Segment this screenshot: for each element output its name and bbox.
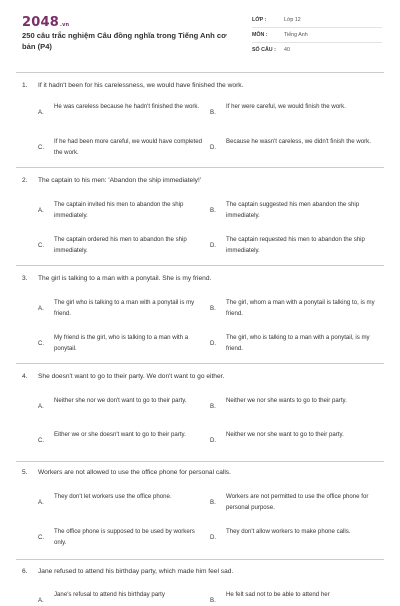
option-text: If her were careful, we would finish the work.	[226, 103, 346, 110]
option-letter: D.	[210, 242, 217, 249]
option-text: If he had been more careful, we would have completed the work.	[54, 138, 203, 156]
question-divider	[16, 265, 384, 266]
question-text: She doesn't want to go to their party. We don't want to go either.	[38, 373, 225, 380]
option-text: Jane's refusal to attend his birthday party	[54, 591, 165, 598]
option-text: He was careless because he hadn't finished the work.	[54, 103, 200, 110]
meta-subject-label: MÔN :	[252, 32, 268, 38]
option-text: My friend is the girl, who is talking to a man with a ponytail.	[54, 334, 189, 352]
question-number: 3.	[22, 275, 28, 282]
question-number: 2.	[22, 177, 28, 184]
question-text: Jane refused to attend his birthday party, which made him feel sad.	[38, 568, 234, 575]
option-letter: A.	[38, 597, 44, 604]
meta-divider	[252, 27, 382, 28]
option-letter: B.	[210, 207, 216, 214]
option-letter: A.	[38, 109, 44, 116]
option-text: The girl, who is talking to a man with a ponytail, is my friend.	[226, 334, 370, 352]
option-letter: D.	[210, 534, 217, 541]
option-letter: B.	[210, 499, 216, 506]
option-letter: D.	[210, 144, 217, 151]
option-letter: C.	[38, 340, 45, 347]
option-letter: C.	[38, 437, 45, 444]
header-divider	[16, 72, 384, 73]
question-text: Workers are not allowed to use the office phone for personal calls.	[38, 469, 231, 476]
option-letter: D.	[210, 437, 217, 444]
option-letter: C.	[38, 144, 45, 151]
option-text: They don't let workers use the office phone.	[54, 493, 172, 500]
option-text: Either we or she doesn't want to go to their party.	[54, 431, 186, 438]
question-text: If it hadn't been for his carelessness, we would have finished the work.	[38, 82, 244, 89]
question-number: 4.	[22, 373, 28, 380]
option-text: The captain requested his men to abandon the ship immediately.	[226, 236, 365, 254]
question-divider	[16, 167, 384, 168]
meta-class-value: Lớp 12	[284, 17, 301, 23]
option-text: They don't allow workers to make phone calls.	[226, 528, 351, 535]
option-text: Neither we nor she want to go to their party.	[226, 431, 344, 438]
meta-divider	[252, 42, 382, 43]
option-text: Because he wasn't careless, we didn't finish the work.	[226, 138, 371, 145]
option-text: Workers are not permitted to use the office phone for personal purpose.	[226, 493, 369, 511]
option-text: The girl, whom a man with a ponytail is talking to, is my friend.	[226, 299, 375, 317]
option-letter: B.	[210, 403, 216, 410]
meta-count-label: SỐ CÂU :	[252, 47, 276, 53]
option-text: Neither she nor we don't want to go to their party.	[54, 397, 187, 404]
question-number: 5.	[22, 469, 28, 476]
option-letter: A.	[38, 403, 44, 410]
option-letter: D.	[210, 340, 217, 347]
option-text: He felt sad not to be able to attend her	[226, 591, 330, 598]
question-number: 6.	[22, 568, 28, 575]
option-text: The captain suggested his men abandon the ship immediately.	[226, 201, 360, 219]
option-letter: B.	[210, 305, 216, 312]
meta-count-value: 40	[284, 47, 290, 53]
question-number: 1.	[22, 82, 28, 89]
question-text: The girl is talking to a man with a ponytail. She is my friend.	[38, 275, 212, 282]
option-text: Neither we nor she wants to go to their party.	[226, 397, 347, 404]
document-title: 250 câu trắc nghiệm Câu đồng nghĩa trong Tiếng Anh cơ bản (P4)	[22, 31, 227, 51]
option-letter: A.	[38, 305, 44, 312]
option-letter: C.	[38, 534, 45, 541]
option-text: The captain invited his men to abandon the ship immediately.	[54, 201, 184, 219]
document-header	[0, 0, 400, 66]
question-text: The captain to his men: 'Abandon the ship immediately!'	[38, 177, 202, 184]
question-divider	[16, 363, 384, 364]
question-divider	[16, 461, 384, 462]
option-letter: A.	[38, 207, 44, 214]
option-letter: A.	[38, 499, 44, 506]
meta-subject-value: Tiếng Anh	[284, 32, 308, 38]
option-letter: B.	[210, 109, 216, 116]
option-letter: C.	[38, 242, 45, 249]
option-text: The office phone is supposed to be used by workers only.	[54, 528, 195, 546]
option-text: The captain ordered his men to abandon the ship immediately.	[54, 236, 187, 254]
option-text: The girl who is talking to a man with a ponytail is my friend.	[54, 299, 195, 317]
meta-class-label: LỚP :	[252, 17, 267, 23]
site-logo[interactable]: 2048.vn	[22, 15, 70, 30]
question-divider	[16, 559, 384, 560]
logo-suffix: .vn	[59, 22, 70, 28]
option-letter: B.	[210, 597, 216, 604]
